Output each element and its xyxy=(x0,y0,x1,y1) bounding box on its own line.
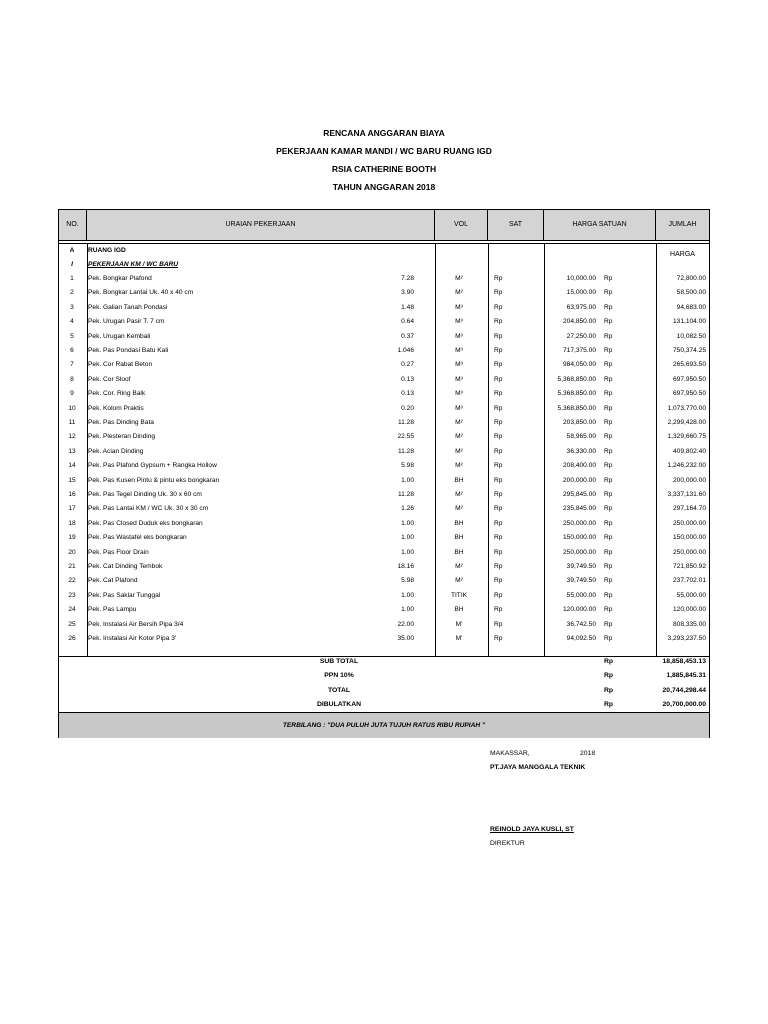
table-row xyxy=(59,488,709,502)
header-sat: SAT xyxy=(488,210,544,240)
table-row xyxy=(59,531,709,545)
cell-rp: Rp xyxy=(494,318,503,326)
table-row xyxy=(59,445,709,459)
cell-rp2: Rp xyxy=(604,606,613,614)
cell-uraian: Pek. Acian Dinding xyxy=(88,447,144,455)
cell-jumlah: 721,850.92 xyxy=(672,563,706,570)
cell-vol: 18.16 xyxy=(397,563,414,570)
cell-uraian: Pek. Pas Wastafel eks bongkaran xyxy=(88,534,187,542)
cell-sat: BH xyxy=(454,606,464,614)
cell-rp: Rp xyxy=(494,361,503,369)
cell-vol: 1.00 xyxy=(401,476,414,484)
table-row xyxy=(59,387,709,401)
table-row xyxy=(59,344,709,358)
cell-sat: M² xyxy=(455,419,463,426)
cell-rp: Rp xyxy=(494,275,503,282)
cell-harga: 63,975.00 xyxy=(566,303,596,311)
cell-vol: 1.48 xyxy=(401,303,414,311)
cell-sat: M' xyxy=(455,620,463,628)
cell-harga: 36,742.50 xyxy=(566,620,596,628)
cell-rp: Rp xyxy=(494,591,503,599)
cell-rp2: Rp xyxy=(604,375,613,383)
summary-label: SUB TOTAL xyxy=(319,658,359,665)
cell-rp: Rp xyxy=(494,635,503,642)
cell-rp: Rp xyxy=(494,476,503,484)
cell-jumlah: 3,337,131.60 xyxy=(667,491,706,498)
table-row xyxy=(59,502,709,516)
cell-no: 17 xyxy=(68,505,76,513)
cell-uraian: Pek. Cor Rabat Beton xyxy=(88,361,153,369)
cell-harga: 5,368,850.00 xyxy=(557,390,596,398)
cell-uraian: Pek. Bongkar Plafond xyxy=(88,275,152,282)
cell-sat: BH xyxy=(454,519,464,527)
cell-no: 15 xyxy=(68,476,76,484)
cell-rp: Rp xyxy=(494,563,503,570)
section-no: A xyxy=(69,247,75,254)
signature-name: REINOLD JAYA KUSLI, ST xyxy=(490,826,574,833)
cell-no: 26 xyxy=(68,635,76,642)
cell-vol: 0.27 xyxy=(401,361,414,369)
cell-sat: M' xyxy=(455,635,463,642)
cell-vol: 1.046 xyxy=(397,347,414,354)
cell-rp2: Rp xyxy=(604,447,613,455)
cell-vol: 22.00 xyxy=(397,620,414,628)
cell-harga: 235,845.00 xyxy=(562,505,596,513)
cell-harga: 208,400.00 xyxy=(562,462,596,470)
cell-jumlah: 697,950.50 xyxy=(672,375,706,383)
cell-jumlah: 697,950.50 xyxy=(672,390,706,398)
cell-jumlah: 94,683.00 xyxy=(676,303,706,311)
cell-uraian: Pek. Bongkar Lantai Uk. 40 x 40 cm xyxy=(88,289,194,297)
cell-rp: Rp xyxy=(494,390,503,398)
subsection-row xyxy=(59,258,709,272)
cell-harga: 58,965.00 xyxy=(566,433,596,441)
cell-harga: 10,000.00 xyxy=(566,275,596,282)
cell-harga: 203,850.00 xyxy=(562,419,596,426)
cell-rp: Rp xyxy=(494,606,503,614)
signature-city: MAKASSAR, xyxy=(490,750,530,757)
cell-no: 5 xyxy=(70,332,74,340)
cell-harga: 5,368,850.00 xyxy=(557,375,596,383)
cell-sat: M² xyxy=(455,275,463,282)
cell-harga: 36,330.00 xyxy=(566,447,596,455)
cell-rp2: Rp xyxy=(604,548,613,556)
cell-harga: 204,850.00 xyxy=(562,318,596,326)
cell-rp2: Rp xyxy=(604,433,613,441)
cell-vol: 0.13 xyxy=(401,375,414,383)
cell-jumlah: 265,693.50 xyxy=(672,361,706,369)
cell-sat: M² xyxy=(455,577,463,585)
header-vol: VOL xyxy=(435,210,488,240)
cell-uraian: Pek. Pas Lampu xyxy=(88,606,137,614)
cell-uraian: Pek. Urugan Pasir T. 7 cm xyxy=(88,318,165,326)
table-row xyxy=(59,603,709,617)
cell-rp: Rp xyxy=(494,433,503,441)
cell-vol: 11.28 xyxy=(397,491,414,498)
cell-jumlah: 150,000.00 xyxy=(672,534,706,542)
document-title-block xyxy=(0,124,768,196)
summary-row xyxy=(59,669,709,683)
cell-jumlah: 58,500.00 xyxy=(676,289,706,297)
cell-rp: Rp xyxy=(494,577,503,585)
cell-harga: 150,000.00 xyxy=(562,534,596,542)
cell-rp: Rp xyxy=(494,404,503,412)
cell-rp: Rp xyxy=(494,332,503,340)
cell-sat: BH xyxy=(454,548,464,556)
cell-harga: 200,000.00 xyxy=(562,476,596,484)
header-uraian: URAIAN PEKERJAAN xyxy=(87,210,435,240)
cell-vol: 1.00 xyxy=(401,548,414,556)
cell-jumlah: 131,104.00 xyxy=(672,318,706,326)
cell-vol: 5.98 xyxy=(401,577,414,585)
table-row xyxy=(59,560,709,574)
cell-uraian: Pek. Plesteran Dinding xyxy=(88,433,156,441)
summary-row xyxy=(59,655,709,669)
cell-no: 1 xyxy=(70,275,74,282)
cell-jumlah: 250,000.00 xyxy=(672,519,706,527)
header-harga-satuan: HARGA SATUAN xyxy=(544,210,656,240)
summary-value: 20,744,298.44 xyxy=(662,686,706,694)
cell-no: 11 xyxy=(68,419,76,426)
cell-no: 4 xyxy=(70,318,74,326)
cell-jumlah: 297,164.70 xyxy=(672,505,706,513)
cell-uraian: Pek. Pas Closed Duduk eks bongkaran xyxy=(88,519,203,527)
table-row xyxy=(59,315,709,329)
table-row xyxy=(59,618,709,632)
cell-no: 13 xyxy=(68,447,76,455)
table-row xyxy=(59,358,709,372)
cell-rp2: Rp xyxy=(604,505,613,513)
cell-uraian: Pek. Pas Tegel Dinding Uk. 30 x 60 cm xyxy=(88,491,202,498)
cell-jumlah: 237,702.01 xyxy=(672,577,706,585)
signature-position: DIREKTUR xyxy=(490,840,525,847)
cell-sat: M² xyxy=(455,447,463,455)
table-row xyxy=(59,574,709,588)
cell-harga: 120,000.00 xyxy=(562,606,596,614)
cell-rp: Rp xyxy=(494,447,503,455)
cell-no: 10 xyxy=(68,404,76,412)
cell-jumlah: 2,299,428.00 xyxy=(667,419,706,426)
cell-jumlah: 1,073,770.00 xyxy=(667,404,706,412)
table-row xyxy=(59,402,709,416)
table-row xyxy=(59,430,709,444)
cell-no: 14 xyxy=(68,462,76,470)
summary-rp: Rp xyxy=(604,658,614,665)
cell-jumlah: 1,329,660.75 xyxy=(667,433,706,441)
cell-rp: Rp xyxy=(494,548,503,556)
cell-harga: 39,749.50 xyxy=(566,577,596,585)
cell-uraian: Pek. Pas Dinding Bata xyxy=(88,419,154,426)
cell-jumlah: 10,082.50 xyxy=(676,332,706,340)
cell-rp: Rp xyxy=(494,303,503,311)
cell-vol: 11.28 xyxy=(397,419,414,426)
cell-uraian: Pek. Pas Floor Drain xyxy=(88,548,149,556)
signature-year: 2018 xyxy=(580,750,596,757)
cell-vol: 11.28 xyxy=(397,447,414,455)
cell-vol: 0.13 xyxy=(401,390,414,398)
cell-sat: TITIK xyxy=(450,591,468,599)
cell-no: 12 xyxy=(68,433,76,441)
cell-rp2: Rp xyxy=(604,534,613,542)
cell-harga: 984,050.00 xyxy=(562,361,596,369)
cell-rp: Rp xyxy=(494,419,503,426)
cell-vol: 0.37 xyxy=(401,332,414,340)
cell-no: 25 xyxy=(68,620,76,628)
cell-rp2: Rp xyxy=(604,275,613,282)
cell-harga: 94,092.50 xyxy=(566,635,596,642)
terbilang-bar: TERBILANG : "DUA PULUH JUTA TUJUH RATUS RIBU RUPIAH " xyxy=(59,712,709,738)
cell-jumlah: 250,000.00 xyxy=(672,548,706,556)
cell-uraian: Pek. Cor Sloof xyxy=(88,375,131,383)
cell-rp: Rp xyxy=(494,289,503,297)
cell-rp2: Rp xyxy=(604,462,613,470)
cell-jumlah: 3,293,237.50 xyxy=(667,635,706,642)
cell-harga: 55,000.00 xyxy=(566,591,596,599)
cell-rp: Rp xyxy=(494,462,503,470)
cell-no: 2 xyxy=(70,289,74,297)
cell-vol: 1.00 xyxy=(401,606,414,614)
title-line: TAHUN ANGGARAN 2018 xyxy=(332,182,436,192)
table-row xyxy=(59,589,709,603)
cell-sat: M³ xyxy=(455,404,463,412)
cell-rp2: Rp xyxy=(604,577,613,585)
table-row xyxy=(59,416,709,430)
cell-uraian: Pek. Pas Plafond Gypsum + Rangka Hollow xyxy=(88,462,217,470)
cell-sat: M² xyxy=(455,289,463,297)
cell-harga: 27,250.00 xyxy=(566,332,596,340)
cell-rp2: Rp xyxy=(604,491,613,498)
subsection-no: I xyxy=(71,261,73,268)
title-line: RSIA CATHERINE BOOTH xyxy=(331,164,437,174)
cell-no: 3 xyxy=(70,303,74,311)
cell-vol: 0.64 xyxy=(401,318,414,326)
cell-sat: M³ xyxy=(455,390,463,398)
cell-jumlah: 200,000.00 xyxy=(672,476,706,484)
summary-value: 1,885,845.31 xyxy=(666,672,706,680)
title-line: PEKERJAAN KAMAR MANDI / WC BARU RUANG IGD xyxy=(276,146,492,156)
cell-rp2: Rp xyxy=(604,332,613,340)
cell-rp: Rp xyxy=(494,534,503,542)
cell-vol: 1.00 xyxy=(401,591,414,599)
cell-vol: 1.00 xyxy=(401,519,414,527)
cell-jumlah: 750,374.25 xyxy=(672,347,706,354)
cell-no: 16 xyxy=(68,491,76,498)
summary-label: TOTAL xyxy=(327,686,351,694)
cell-vol: 5.98 xyxy=(401,462,414,470)
cell-rp2: Rp xyxy=(604,390,613,398)
cell-jumlah: 120,000.00 xyxy=(672,606,706,614)
cell-rp2: Rp xyxy=(604,519,613,527)
cell-sat: M³ xyxy=(455,375,463,383)
cell-vol: 1.00 xyxy=(401,534,414,542)
cell-rp2: Rp xyxy=(604,361,613,369)
cell-sat: BH xyxy=(454,476,464,484)
table-row xyxy=(59,373,709,387)
cell-jumlah: 409,802.40 xyxy=(672,447,706,455)
cell-uraian: Pek. Cat Dinding Tembok xyxy=(88,563,163,570)
cell-harga: 39,749.50 xyxy=(566,563,596,570)
cell-uraian: Pek. Cat Plafond xyxy=(88,577,138,585)
cell-no: 18 xyxy=(68,519,76,527)
cell-rp: Rp xyxy=(494,620,503,628)
subsection-label: PEKERJAAN KM / WC BARU xyxy=(88,261,179,268)
cell-uraian: Pek. Galian Tanah Pondasi xyxy=(88,303,168,311)
summary-value: 20,700,000.00 xyxy=(662,700,706,708)
summary-rp: Rp xyxy=(604,686,614,694)
table-row xyxy=(59,301,709,315)
cell-no: 21 xyxy=(68,563,76,570)
cell-uraian: Pek. Pas Pondasi Batu Kali xyxy=(88,347,169,354)
table-row xyxy=(59,330,709,344)
summary-label: PPN 10% xyxy=(324,672,354,680)
cell-rp: Rp xyxy=(494,347,503,354)
cell-rp: Rp xyxy=(494,519,503,527)
cell-uraian: Pek. Kolom Praktis xyxy=(88,404,144,412)
cell-jumlah: 1,246,232.00 xyxy=(667,462,706,470)
cell-rp2: Rp xyxy=(604,318,613,326)
cell-vol: 3.90 xyxy=(401,289,414,297)
cell-sat: M³ xyxy=(455,332,463,340)
cell-harga: 717,375.00 xyxy=(562,347,596,354)
cell-no: 19 xyxy=(68,534,76,542)
cell-jumlah: 72,800.00 xyxy=(676,275,706,282)
cell-no: 8 xyxy=(70,375,74,383)
cell-no: 23 xyxy=(68,591,76,599)
cell-vol: 0.20 xyxy=(401,404,414,412)
cell-no: 22 xyxy=(68,577,76,585)
summary-row xyxy=(59,684,709,698)
title-line: RENCANA ANGGARAN BIAYA xyxy=(323,128,445,138)
header-jumlah-harga: JUMLAH HARGA xyxy=(668,221,697,258)
cell-sat: M² xyxy=(455,505,463,513)
summary-value: 18,858,453.13 xyxy=(662,658,706,665)
cell-jumlah: 55,000.00 xyxy=(676,591,706,599)
summary-label: DIBULATKAN xyxy=(316,700,362,708)
cell-uraian: Pek. Instalasi Air Kotor Pipa 3' xyxy=(88,635,177,642)
cell-rp2: Rp xyxy=(604,591,613,599)
cell-no: 24 xyxy=(68,606,76,614)
cell-sat: M² xyxy=(455,491,463,498)
cell-no: 6 xyxy=(70,347,74,354)
cell-jumlah: 808,335.00 xyxy=(672,620,706,628)
header-no: NO. xyxy=(59,210,87,240)
cell-rp: Rp xyxy=(494,491,503,498)
cell-sat: M³ xyxy=(455,303,463,311)
cell-rp2: Rp xyxy=(604,476,613,484)
cell-no: 7 xyxy=(70,361,74,369)
cell-rp: Rp xyxy=(494,375,503,383)
summary-rp: Rp xyxy=(604,700,614,708)
cell-rp2: Rp xyxy=(604,419,613,426)
signature-company: PT.JAYA MANGGALA TEKNIK xyxy=(490,764,586,771)
table-row xyxy=(59,272,709,286)
cell-uraian: Pek. Instalasi Air Bersih Pipa 3/4 xyxy=(88,620,184,628)
cell-harga: 250,000.00 xyxy=(562,519,596,527)
cell-uraian: Pek. Cor. Ring Balk xyxy=(88,390,146,398)
cell-sat: M² xyxy=(455,462,463,470)
cell-no: 9 xyxy=(70,390,74,398)
table-row xyxy=(59,632,709,646)
cell-sat: M² xyxy=(455,433,463,441)
cell-harga: 250,000.00 xyxy=(562,548,596,556)
table-row xyxy=(59,286,709,300)
summary-rp: Rp xyxy=(604,672,614,680)
cell-no: 20 xyxy=(68,548,76,556)
cell-vol: 35.00 xyxy=(397,635,414,642)
table-row xyxy=(59,459,709,473)
cell-rp2: Rp xyxy=(604,563,613,570)
cell-uraian: Pek. Pas Saklar Tunggal xyxy=(88,591,161,599)
table-row xyxy=(59,517,709,531)
cell-harga: 5,368,850.00 xyxy=(557,404,596,412)
cell-harga: 15,000.00 xyxy=(566,289,596,297)
cell-sat: M² xyxy=(455,563,463,570)
cell-uraian: Pek. Pas Kusen Pintu & pintu eks bongkaran xyxy=(88,476,220,484)
cell-uraian: Pek. Urugan Kembali xyxy=(88,332,151,340)
cell-rp: Rp xyxy=(494,505,503,513)
cell-rp2: Rp xyxy=(604,620,613,628)
cell-harga: 295,845.00 xyxy=(562,491,596,498)
section-label: RUANG IGD xyxy=(88,247,126,254)
cell-rp2: Rp xyxy=(604,635,613,642)
cell-rp2: Rp xyxy=(604,289,613,297)
section-row xyxy=(59,244,709,258)
rab-table xyxy=(58,209,710,738)
cell-vol: 7.28 xyxy=(401,275,414,282)
table-row xyxy=(59,474,709,488)
table-body xyxy=(59,244,709,656)
cell-uraian: Pek. Pas Lantai KM / WC Uk. 30 x 30 cm xyxy=(88,505,209,513)
table-row xyxy=(59,546,709,560)
cell-rp2: Rp xyxy=(604,303,613,311)
cell-vol: 1.26 xyxy=(401,505,414,513)
cell-sat: M³ xyxy=(455,361,463,369)
cell-sat: M³ xyxy=(455,347,463,354)
cell-vol: 22.55 xyxy=(397,433,414,441)
cell-sat: M³ xyxy=(455,318,463,326)
cell-rp2: Rp xyxy=(604,404,613,412)
cell-rp2: Rp xyxy=(604,347,613,354)
summary-row xyxy=(59,698,709,712)
cell-sat: BH xyxy=(454,534,464,542)
